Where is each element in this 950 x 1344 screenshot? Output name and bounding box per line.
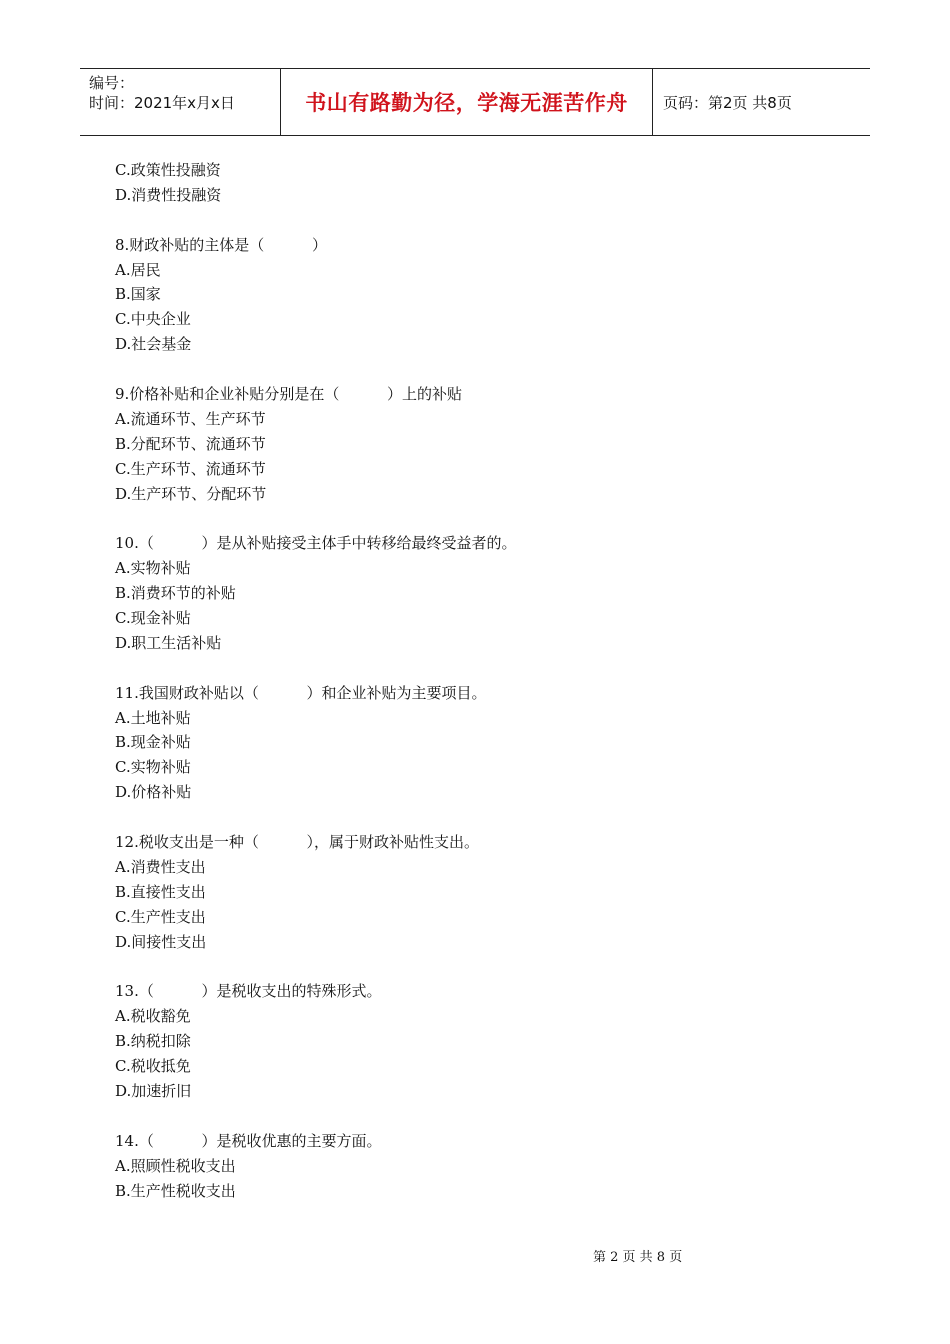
option-line: D.生产环节、分配环节 (115, 484, 267, 503)
option-line: A.实物补贴 (115, 559, 191, 578)
document-number-label: 编号： (89, 74, 135, 92)
page-header (80, 68, 870, 136)
header-left-cell (80, 69, 281, 135)
blank-line (115, 506, 835, 531)
option-line: B.分配环节、流通环节 (115, 434, 266, 453)
question-content (115, 158, 835, 1203)
option-line: D.社会基金 (115, 335, 192, 354)
option-line: C.生产性支出 (115, 907, 206, 926)
option-line: D.价格补贴 (115, 783, 192, 802)
blank-line (115, 1104, 835, 1129)
blank-line (115, 656, 835, 681)
option-line: B.纳税扣除 (115, 1032, 191, 1051)
option-line: B.直接性支出 (115, 882, 206, 901)
option-line: D.加速折旧 (115, 1081, 192, 1100)
option-line: C.生产环节、流通环节 (115, 459, 266, 478)
option-line: A.居民 (115, 260, 161, 279)
option-line: A.流通环节、生产环节 (115, 409, 266, 428)
option-line: C.政策性投融资 (115, 161, 221, 179)
option-line: B.消费环节的补贴 (115, 584, 236, 603)
option-line: B.现金补贴 (115, 733, 191, 752)
blank-line (115, 805, 835, 830)
header-page-info: 页码：第2页 共8页 (663, 93, 792, 112)
header-motto: 书山有路勤为径，学海无涯苦作舟 (281, 69, 653, 135)
option-line: C.实物补贴 (115, 758, 191, 777)
option-line: A.税收豁免 (115, 1007, 191, 1026)
document-time-label: 时间：2021年x月x日 (89, 94, 235, 112)
option-line: A.消费性支出 (115, 857, 206, 876)
option-line: C.现金补贴 (115, 609, 191, 628)
question-line: 14.（ ）是税收优惠的主要方面。 (115, 1131, 382, 1150)
option-line: A.照顾性税收支出 (115, 1156, 236, 1175)
option-line: B.生产性税收支出 (115, 1181, 236, 1200)
question-line: 12.税收支出是一种（ ），属于财政补贴性支出。 (115, 833, 480, 852)
question-line: 8.财政补贴的主体是（ ） (115, 235, 327, 254)
option-line: D.间接性支出 (115, 932, 207, 951)
option-line: D.消费性投融资 (115, 185, 222, 204)
question-line: 11.我国财政补贴以（ ）和企业补贴为主要项目。 (115, 683, 487, 702)
option-line: B.国家 (115, 285, 161, 304)
blank-line (115, 357, 835, 382)
blank-line (115, 955, 835, 980)
question-line: 13.（ ）是税收支出的特殊形式。 (115, 982, 382, 1001)
option-line: C.中央企业 (115, 310, 191, 329)
option-line: A.土地补贴 (115, 708, 191, 727)
blank-line (115, 208, 835, 233)
option-line: D.职工生活补贴 (115, 633, 222, 652)
question-line: 9.价格补贴和企业补贴分别是在（ ）上的补贴 (115, 385, 462, 404)
page-footer: 第 2 页 共 8 页 (593, 1250, 683, 1265)
question-line: 10.（ ）是从补贴接受主体手中转移给最终受益者的。 (115, 534, 517, 553)
option-line: C.税收抵免 (115, 1057, 191, 1076)
